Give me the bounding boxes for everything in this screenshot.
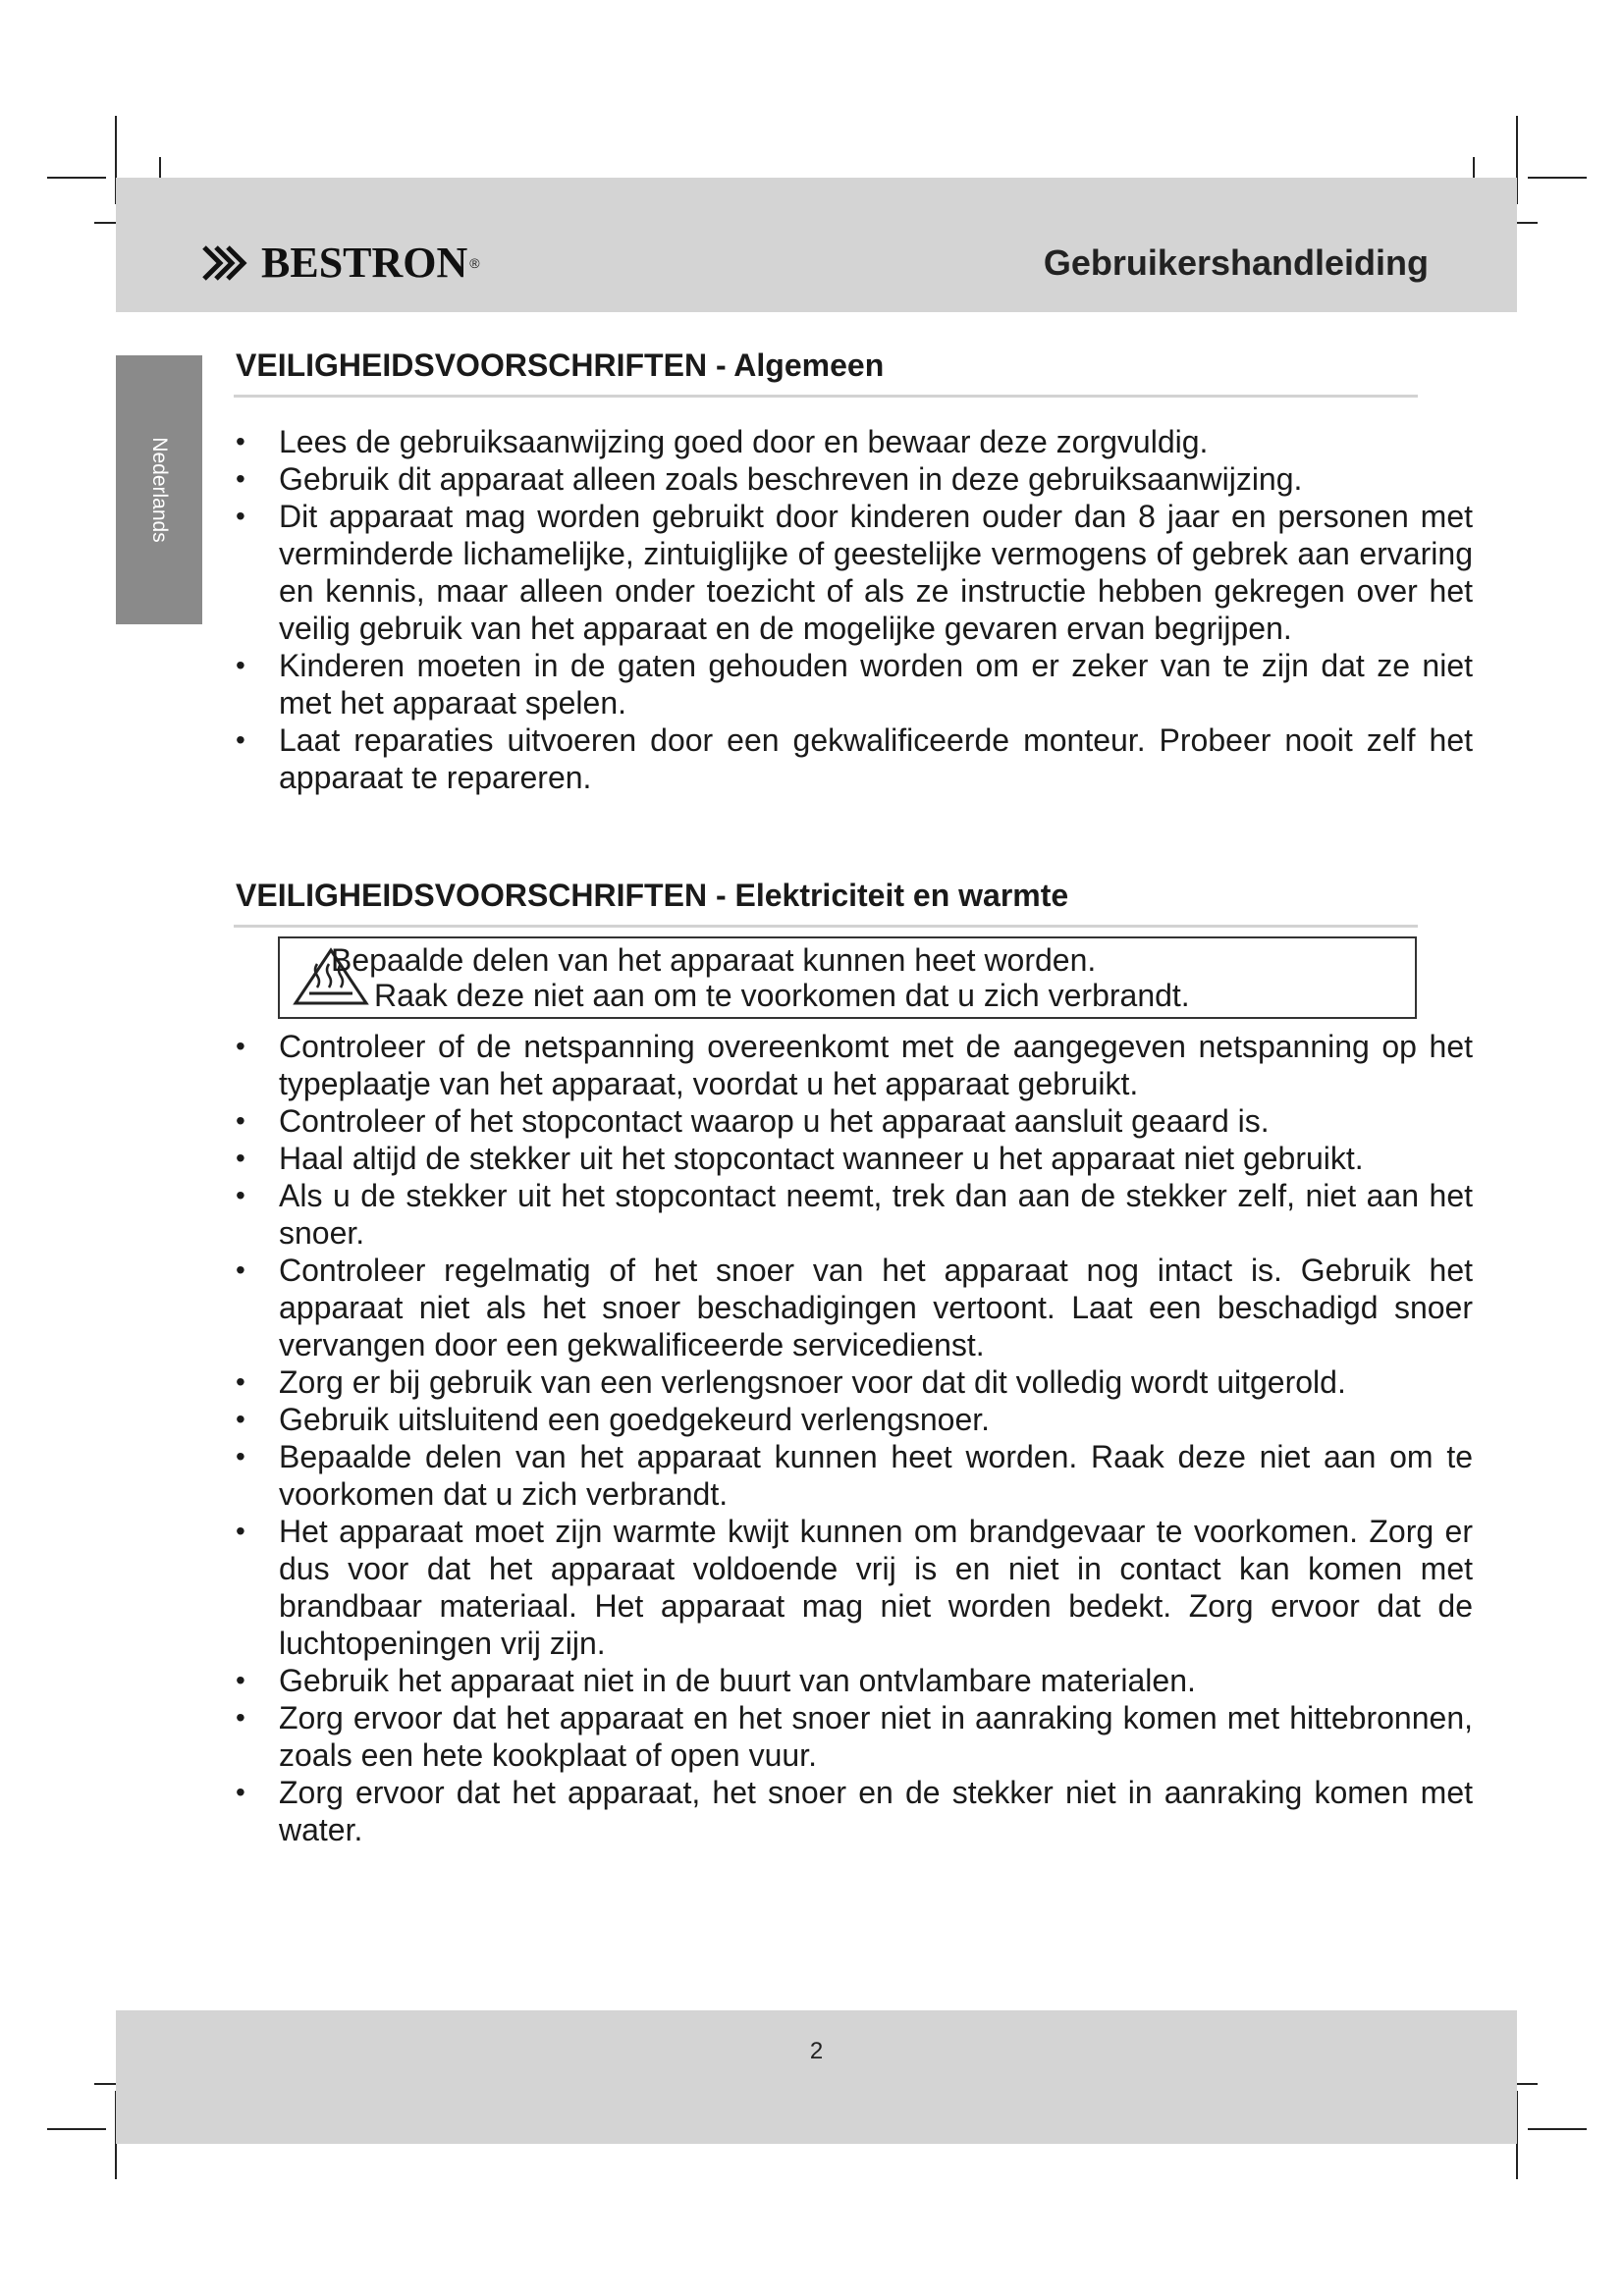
list-item: • Controleer regelmatig of het snoer van het apparaat nog intact is. Gebruik het apparaat niet als het snoer beschadigingen vertoont. Laat een beschadigd snoer vervangen door een gekwalificeerde servicedienst. [236,1252,1473,1363]
crop-mark [1528,177,1587,179]
electrical-safety-list [236,1028,1473,1848]
doc-title: Gebruikershandleiding [1043,242,1429,283]
footer-band [116,2010,1517,2144]
warning-line-2: Raak deze niet aan om te voorkomen dat u zich verbrandt. [374,978,1190,1013]
registered-mark: ® [469,255,480,271]
general-safety-list [236,423,1473,796]
brand-name: BESTRON [261,239,468,287]
list-item: • Bepaalde delen van het apparaat kunnen heet worden. Raak deze niet aan om te voorkomen dat u zich verbrandt. [236,1438,1473,1513]
list-item: • Gebruik het apparaat niet in de buurt van ontvlambare materialen. [236,1662,1473,1699]
section-divider [234,925,1418,928]
chevron-logo-icon [202,243,253,283]
section-title-electricity: VEILIGHEIDSVOORSCHRIFTEN - Elektriciteit en warmte [236,878,1069,913]
list-item: • Gebruik dit apparaat alleen zoals beschreven in deze gebruiksaanwijzing. [236,460,1473,498]
list-item: • Haal altijd de stekker uit het stopcontact wanneer u het apparaat niet gebruikt. [236,1140,1473,1177]
list-item: • Zorg er bij gebruik van een verlengsnoer voor dat dit volledig wordt uitgerold. [236,1363,1473,1401]
list-item: • Zorg ervoor dat het apparaat en het snoer niet in aanraking komen met hittebronnen, zoals een hete kookplaat of open vuur. [236,1699,1473,1774]
list-item: • Gebruik uitsluitend een goedgekeurd verlengsnoer. [236,1401,1473,1438]
header-band [116,178,1517,312]
hot-surface-warning [278,936,1417,1019]
list-item: • Het apparaat moet zijn warmte kwijt kunnen om brandgevaar te voorkomen. Zorg er dus voor dat het apparaat voldoende vrij is en niet in contact kan komen met brandbaar materiaal. Het apparaat mag niet worden bedekt. Zorg ervoor dat de luchtopeningen vrij zijn. [236,1513,1473,1662]
list-item: • Laat reparaties uitvoeren door een gekwalificeerde monteur. Probeer nooit zelf het apparaat te repareren. [236,721,1473,796]
brand-logo [202,239,480,288]
list-item: • Kinderen moeten in de gaten gehouden worden om er zeker van te zijn dat ze niet met het apparaat spelen. [236,647,1473,721]
list-item: • Als u de stekker uit het stopcontact neemt, trek dan aan de stekker zelf, niet aan het snoer. [236,1177,1473,1252]
list-item: • Dit apparaat mag worden gebruikt door kinderen ouder dan 8 jaar en personen met verminderde lichamelijke, zintuiglijke of geestelijke vermogens of gebrek aan ervaring en kennis, maar alleen onder toezicht of als ze instructie hebben gekregen over het veilig gebruik van het apparaat en de mogelijke gevaren ervan begrijpen. [236,498,1473,647]
section-title-general: VEILIGHEIDSVOORSCHRIFTEN - Algemeen [236,347,885,383]
section-divider [234,395,1418,398]
crop-mark [1528,2128,1587,2130]
list-item: • Controleer of de netspanning overeenkomt met de aangegeven netspanning op het typeplaatje van het apparaat, voordat u het apparaat gebruikt. [236,1028,1473,1102]
crop-mark [47,177,106,179]
crop-mark [47,2128,106,2130]
list-item: • Zorg ervoor dat het apparaat, het snoer en de stekker niet in aanraking komen met water. [236,1774,1473,1848]
list-item: • Controleer of het stopcontact waarop u het apparaat aansluit geaard is. [236,1102,1473,1140]
warning-line-1: Bepaalde delen van het apparaat kunnen heet worden. [331,942,1097,978]
language-label: Nederlands [148,437,171,543]
page-number: 2 [809,2038,824,2064]
language-tab [116,355,202,624]
list-item: • Lees de gebruiksaanwijzing goed door en bewaar deze zorgvuldig. [236,423,1473,460]
